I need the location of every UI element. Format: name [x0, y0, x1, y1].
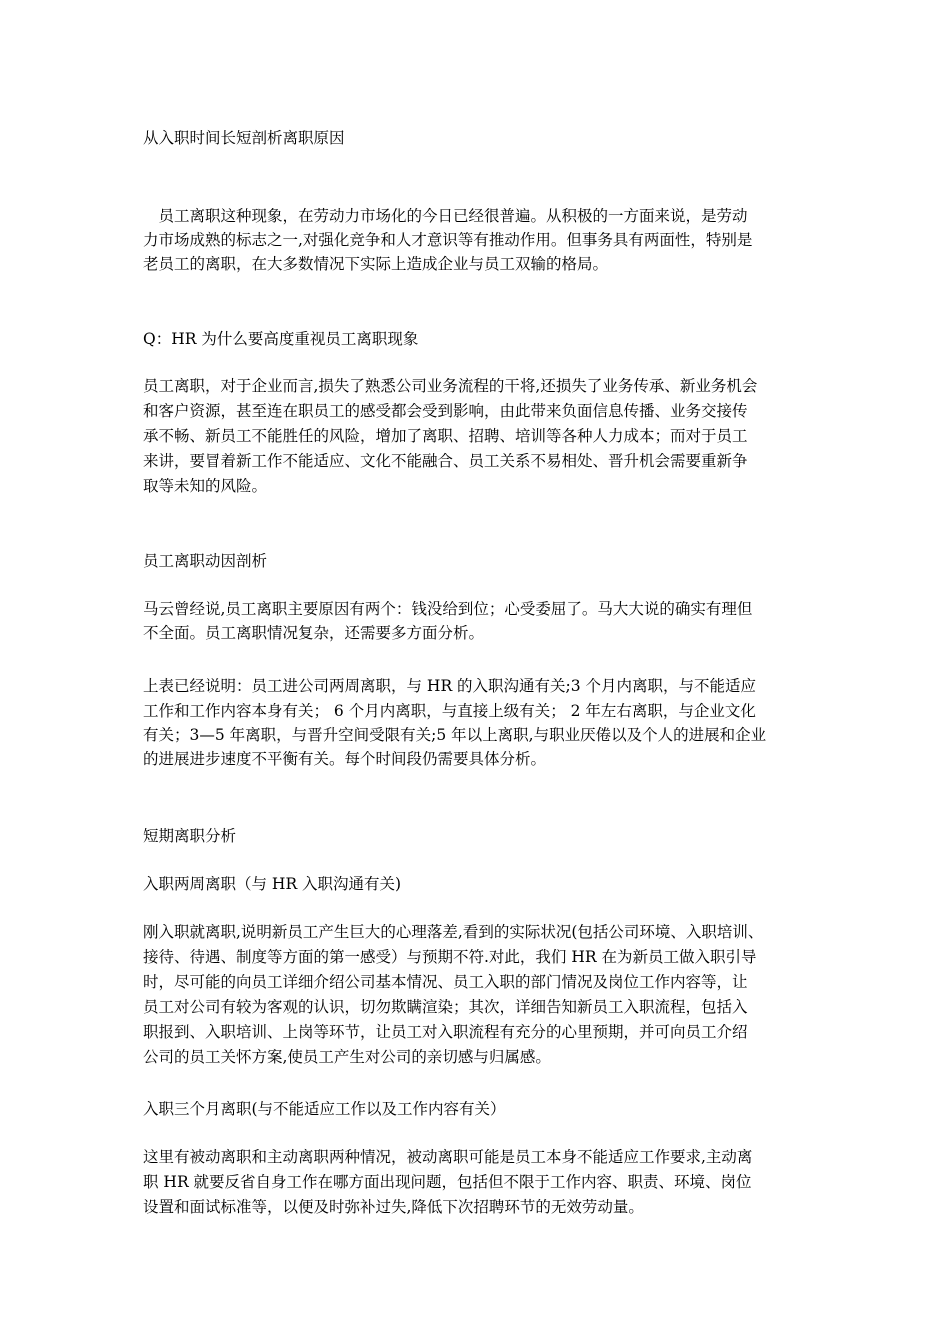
intro-line: 老员工的离职，在大多数情况下实际上造成企业与员工双输的格局。 — [143, 255, 609, 273]
intro-line: 员工离职这种现象，在劳动力市场化的今日已经很普遍。从积极的一方面来说，是劳动 — [143, 207, 748, 225]
section-heading-cause: 员工离职动因剖析 — [143, 552, 268, 570]
q-body-line: 和客户资源，甚至连在职员工的感受都会受到影响，由此带来负面信息传播、业务交接传 — [143, 402, 748, 420]
document-title: 从入职时间长短剖析离职原因 — [143, 129, 345, 147]
three-month-body-line: 职 HR 就要反省自身工作在哪方面出现问题，包括但不限于工作内容、职责、环境、岗位 — [143, 1173, 752, 1191]
cause-para1-line: 不全面。员工离职情况复杂，还需要多方面分析。 — [143, 624, 485, 642]
section-heading-short: 短期离职分析 — [143, 827, 237, 845]
subheading-two-week: 入职两周离职（与 HR 入职沟通有关) — [143, 875, 402, 893]
two-week-body-line: 时，尽可能的向员工详细介绍公司基本情况、员工入职的部门情况及岗位工作内容等，让 — [143, 973, 748, 991]
cause-para2-line: 有关；3—5 年离职，与晋升空间受限有关;5 年以上离职,与职业厌倦以及个人的进展和企业 — [143, 726, 767, 744]
three-month-body-line: 这里有被动离职和主动离职两种情况，被动离职可能是员工本身不能适应工作要求,主动离 — [143, 1148, 753, 1166]
two-week-body-line: 刚入职就离职,说明新员工产生巨大的心理落差,看到的实际状况(包括公司环境、入职培训、 — [143, 923, 764, 941]
q-body-line: 取等未知的风险。 — [143, 477, 268, 495]
cause-para2-line: 上表已经说明：员工进公司两周离职，与 HR 的入职沟通有关;3 个月内离职，与不能适应 — [143, 677, 757, 695]
cause-para2-line: 工作和工作内容本身有关； 6 个月内离职，与直接上级有关； 2 年左右离职，与企业文化 — [143, 702, 756, 720]
three-month-body-line: 设置和面试标准等，以便及时弥补过失,降低下次招聘环节的无效劳动量。 — [143, 1198, 644, 1216]
intro-line: 力市场成熟的标志之一,对强化竞争和人才意识等有推动作用。但事务具有两面性，特别是 — [143, 231, 753, 249]
subheading-three-month: 入职三个月离职(与不能适应工作以及工作内容有关） — [143, 1100, 506, 1118]
cause-para2-line: 的进展进步速度不平衡有关。每个时间段仍需要具体分析。 — [143, 750, 547, 768]
q-body-line: 员工离职，对于企业而言,损失了熟悉公司业务流程的干将,还损失了业务传承、新业务机会 — [143, 377, 758, 395]
cause-para1-line: 马云曾经说,员工离职主要原因有两个：钱没给到位；心受委屈了。马大大说的确实有理但 — [143, 600, 753, 618]
two-week-body-line: 员工对公司有较为客观的认识，切勿欺瞒渲染；其次，详细告知新员工入职流程，包括入 — [143, 998, 748, 1016]
two-week-body-line: 职报到、入职培训、上岗等环节，让员工对入职流程有充分的心里预期，并可向员工介绍 — [143, 1023, 748, 1041]
section-heading-q: Q：HR 为什么要高度重视员工离职现象 — [143, 330, 419, 348]
two-week-body-line: 接待、待遇、制度等方面的第一感受）与预期不符.对此，我们 HR 在为新员工做入职引导 — [143, 948, 757, 966]
two-week-body-line: 公司的员工关怀方案,使员工产生对公司的亲切感与归属感。 — [143, 1048, 551, 1066]
q-body-line: 来讲，要冒着新工作不能适应、文化不能融合、员工关系不易相处、晋升机会需要重新争 — [143, 452, 748, 470]
q-body-line: 承不畅、新员工不能胜任的风险，增加了离职、招聘、培训等各种人力成本；而对于员工 — [143, 427, 748, 445]
